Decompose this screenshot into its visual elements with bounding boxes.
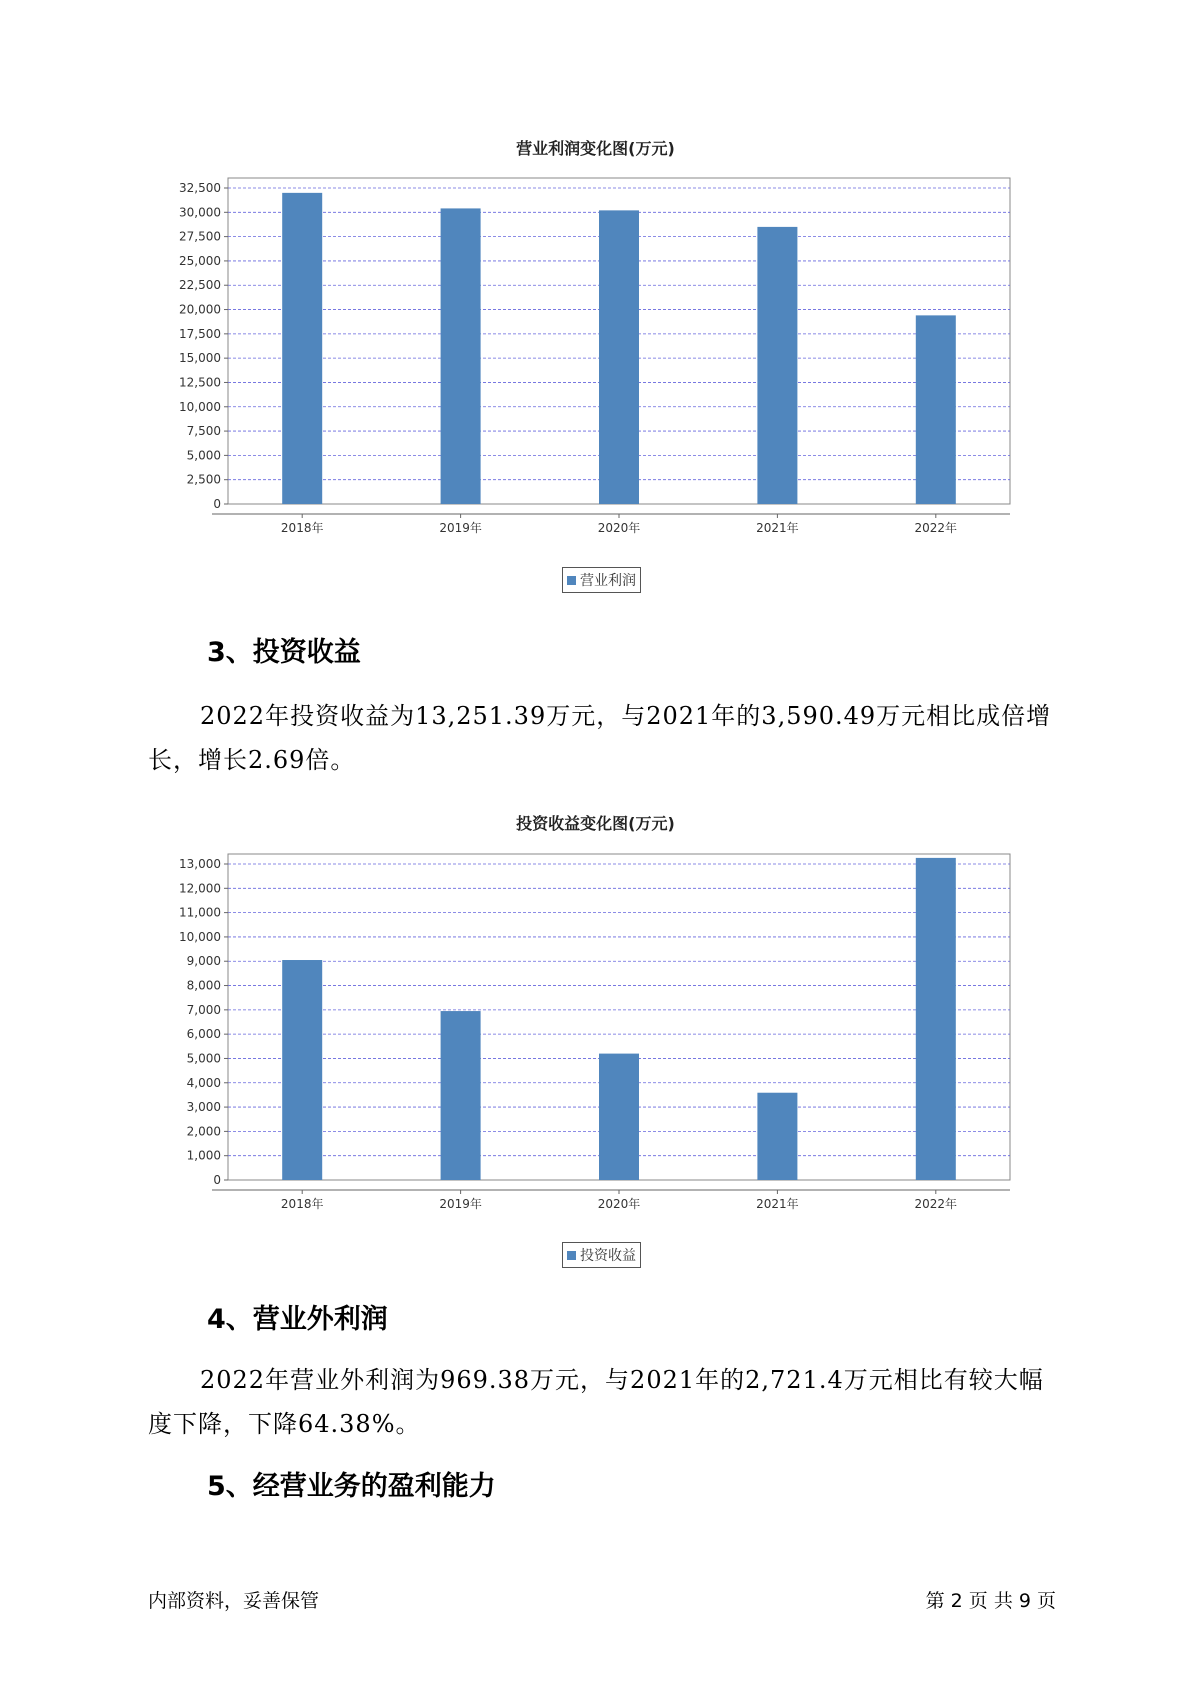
chart1-ytick-label: 0 bbox=[213, 497, 221, 511]
section4-paragraph: 2022年营业外利润为969.38万元，与2021年的2,721.4万元相比有较大幅度下降，下降64.38%。 bbox=[148, 1366, 1044, 1438]
chart1-svg bbox=[150, 170, 1020, 545]
chart1-xtick-label-0: 2018年 bbox=[280, 521, 324, 535]
chart1-ytick-label: 15,000 bbox=[179, 351, 221, 366]
chart2-bar-4 bbox=[916, 858, 956, 1180]
chart2-ytick-label: 3,000 bbox=[186, 1100, 221, 1115]
legend-swatch bbox=[567, 1251, 576, 1260]
chart2-title: 投资收益变化图(万元) bbox=[516, 814, 675, 833]
section5-heading: 5、经营业务的盈利能力 bbox=[207, 1471, 496, 1502]
chart2-ytick-label: 5,000 bbox=[186, 1051, 221, 1066]
chart1-ytick-label: 7,500 bbox=[186, 424, 221, 439]
chart1-ytick-label: 20,000 bbox=[179, 302, 221, 317]
chart2-xtick-label-2: 2020年 bbox=[597, 1197, 641, 1211]
chart2-ytick-label: 1,000 bbox=[186, 1148, 221, 1163]
chart1-legend bbox=[562, 567, 641, 593]
chart2-bar-0 bbox=[282, 960, 322, 1180]
chart2-xtick-label-0: 2018年 bbox=[280, 1197, 324, 1211]
chart1-title: 营业利润变化图(万元) bbox=[516, 139, 675, 158]
chart2-legend-label: 投资收益 bbox=[580, 1248, 636, 1264]
chart2-bar-2 bbox=[599, 1054, 639, 1180]
chart1-ytick-label: 12,500 bbox=[179, 375, 221, 390]
legend-swatch bbox=[567, 576, 576, 585]
chart2-ytick-label: 11,000 bbox=[179, 905, 221, 920]
chart2-ytick-label: 8,000 bbox=[186, 978, 221, 993]
chart1-ytick-label: 5,000 bbox=[186, 448, 221, 463]
chart1-xtick-label-3: 2021年 bbox=[756, 521, 799, 535]
chart1-legend-label: 营业利润 bbox=[580, 573, 636, 589]
section3-paragraph: 2022年投资收益为13,251.39万元，与2021年的3,590.49万元相比成倍增长，增长2.69倍。 bbox=[148, 702, 1052, 774]
chart2-bar-1 bbox=[441, 1011, 481, 1180]
section3-heading: 3、投资收益 bbox=[207, 637, 361, 668]
chart1-xtick-label-2: 2020年 bbox=[597, 521, 641, 535]
chart2-ytick-label: 0 bbox=[213, 1173, 221, 1187]
chart2-ytick-label: 6,000 bbox=[186, 1027, 221, 1042]
chart1-xtick-label-1: 2019年 bbox=[439, 521, 482, 535]
chart2-bar-3 bbox=[757, 1093, 797, 1180]
chart1-ytick-label: 22,500 bbox=[179, 278, 221, 293]
footer-page-number: 第 2 页 共 9 页 bbox=[925, 1590, 1056, 1612]
chart2-ytick-label: 10,000 bbox=[179, 929, 221, 944]
chart2-xtick-label-3: 2021年 bbox=[756, 1197, 799, 1211]
chart1-ytick-label: 17,500 bbox=[179, 326, 221, 341]
chart1-ytick-label: 32,500 bbox=[179, 181, 221, 195]
chart1-ytick-label: 25,000 bbox=[179, 253, 221, 268]
chart1-bar-4 bbox=[916, 315, 956, 504]
chart2-ytick-label: 7,000 bbox=[186, 1002, 221, 1017]
chart1-bar-2 bbox=[599, 210, 639, 504]
chart2-svg bbox=[150, 846, 1020, 1221]
chart2-ytick-label: 9,000 bbox=[186, 954, 221, 969]
footer-confidential-note: 内部资料，妥善保管 bbox=[148, 1590, 320, 1612]
chart1-ytick-label: 2,500 bbox=[186, 472, 221, 487]
chart2-investment-income bbox=[150, 846, 1020, 1221]
chart2-ytick-label: 12,000 bbox=[179, 881, 221, 896]
chart1-ytick-label: 27,500 bbox=[179, 229, 221, 244]
chart1-operating-profit bbox=[150, 170, 1020, 545]
section4-heading: 4、营业外利润 bbox=[207, 1304, 388, 1335]
chart2-xtick-label-4: 2022年 bbox=[914, 1197, 958, 1211]
chart2-ytick-label: 13,000 bbox=[179, 857, 221, 871]
chart2-ytick-label: 4,000 bbox=[186, 1075, 221, 1090]
chart1-xtick-label-4: 2022年 bbox=[914, 521, 958, 535]
chart2-legend bbox=[562, 1242, 641, 1268]
chart1-bar-0 bbox=[282, 193, 322, 504]
chart1-bar-3 bbox=[757, 227, 797, 504]
chart1-ytick-label: 10,000 bbox=[179, 399, 221, 414]
chart2-xtick-label-1: 2019年 bbox=[439, 1197, 482, 1211]
chart1-bar-1 bbox=[441, 208, 481, 504]
chart2-ytick-label: 2,000 bbox=[186, 1124, 221, 1139]
chart1-ytick-label: 30,000 bbox=[179, 205, 221, 220]
